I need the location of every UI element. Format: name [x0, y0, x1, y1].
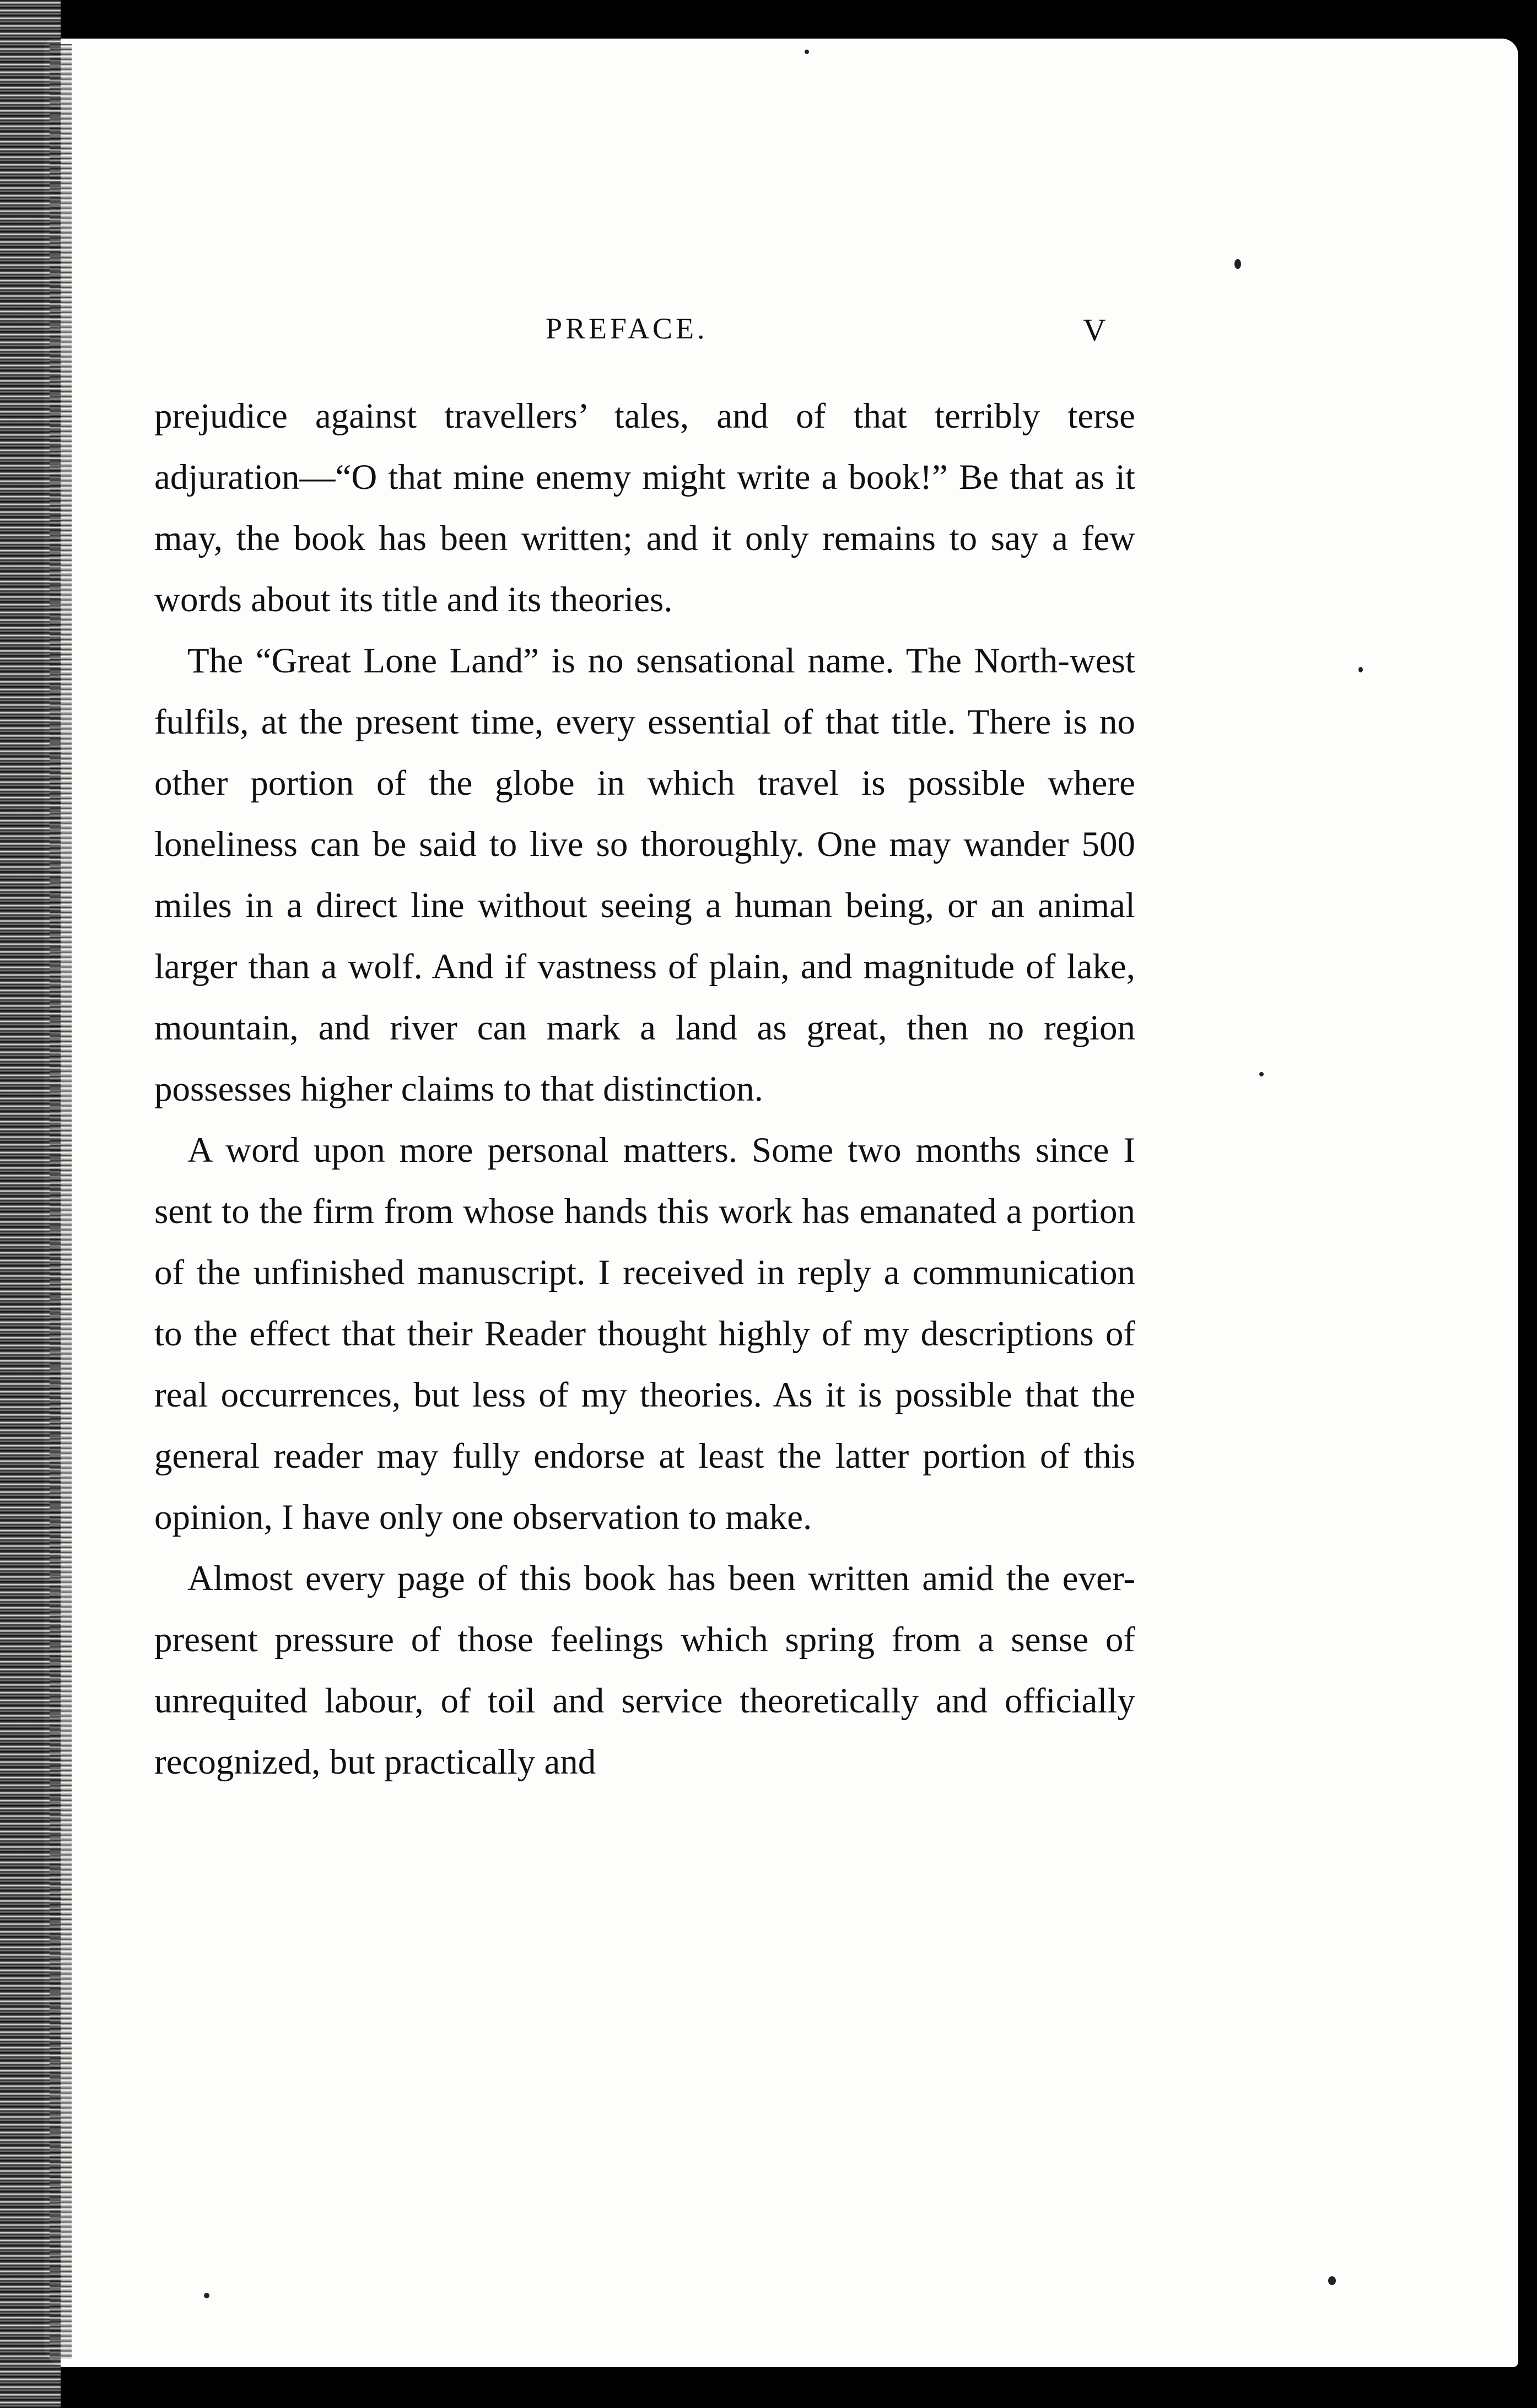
- ink-speck: [1358, 667, 1363, 672]
- paragraph-4: Almost every page of this book has been written amid the ever-present pressure of those feelings which spring from a sense of unrequited labour, of toil and service theoretically and officially recognized, but practically and: [154, 1559, 1135, 1782]
- running-head: PREFACE.: [546, 312, 708, 345]
- paragraph-3: A word upon more personal matters. Some two months since I sent to the firm from whose hands this work has emanated a portion of the unfinished manuscript. I received in reply a communication to the effect that their Reader thought highly of my descriptions of real occurrences, but less of my theories. As it is possible that the general reader may fully endorse at least the latter portion of this opinion, I have only one observation to make.: [154, 1130, 1135, 1537]
- book-gutter-shadow: [50, 44, 72, 2359]
- ink-speck: [1328, 2276, 1336, 2285]
- paragraph-1: prejudice against travellers’ tales, and of that terribly terse adjuration—“O that mine enemy might write a book!” Be that as it may, the book has been written; and it only remains to say a few words about its title and its theories.: [154, 396, 1135, 619]
- paragraph-2: The “Great Lone Land” is no sensational name. The North-west fulfils, at the present time, every essential of that title. There is no other portion of the globe in which travel is possible where loneliness can be said to live so thoroughly. One may wander 500 miles in a direct line without seeing a human being, or an animal larger than a wolf. And if vastness of plain, and magnitude of lake, mountain, and river can mark a land as great, then no region possesses higher claims to that distinction.: [154, 641, 1135, 1109]
- body-text: [154, 386, 1135, 1793]
- ink-speck: [1234, 259, 1241, 269]
- ink-speck: [1259, 1072, 1264, 1076]
- ink-speck: [204, 2293, 209, 2298]
- ink-speck: [805, 50, 809, 54]
- page-number: V: [1083, 312, 1106, 348]
- page-header: [0, 311, 1537, 361]
